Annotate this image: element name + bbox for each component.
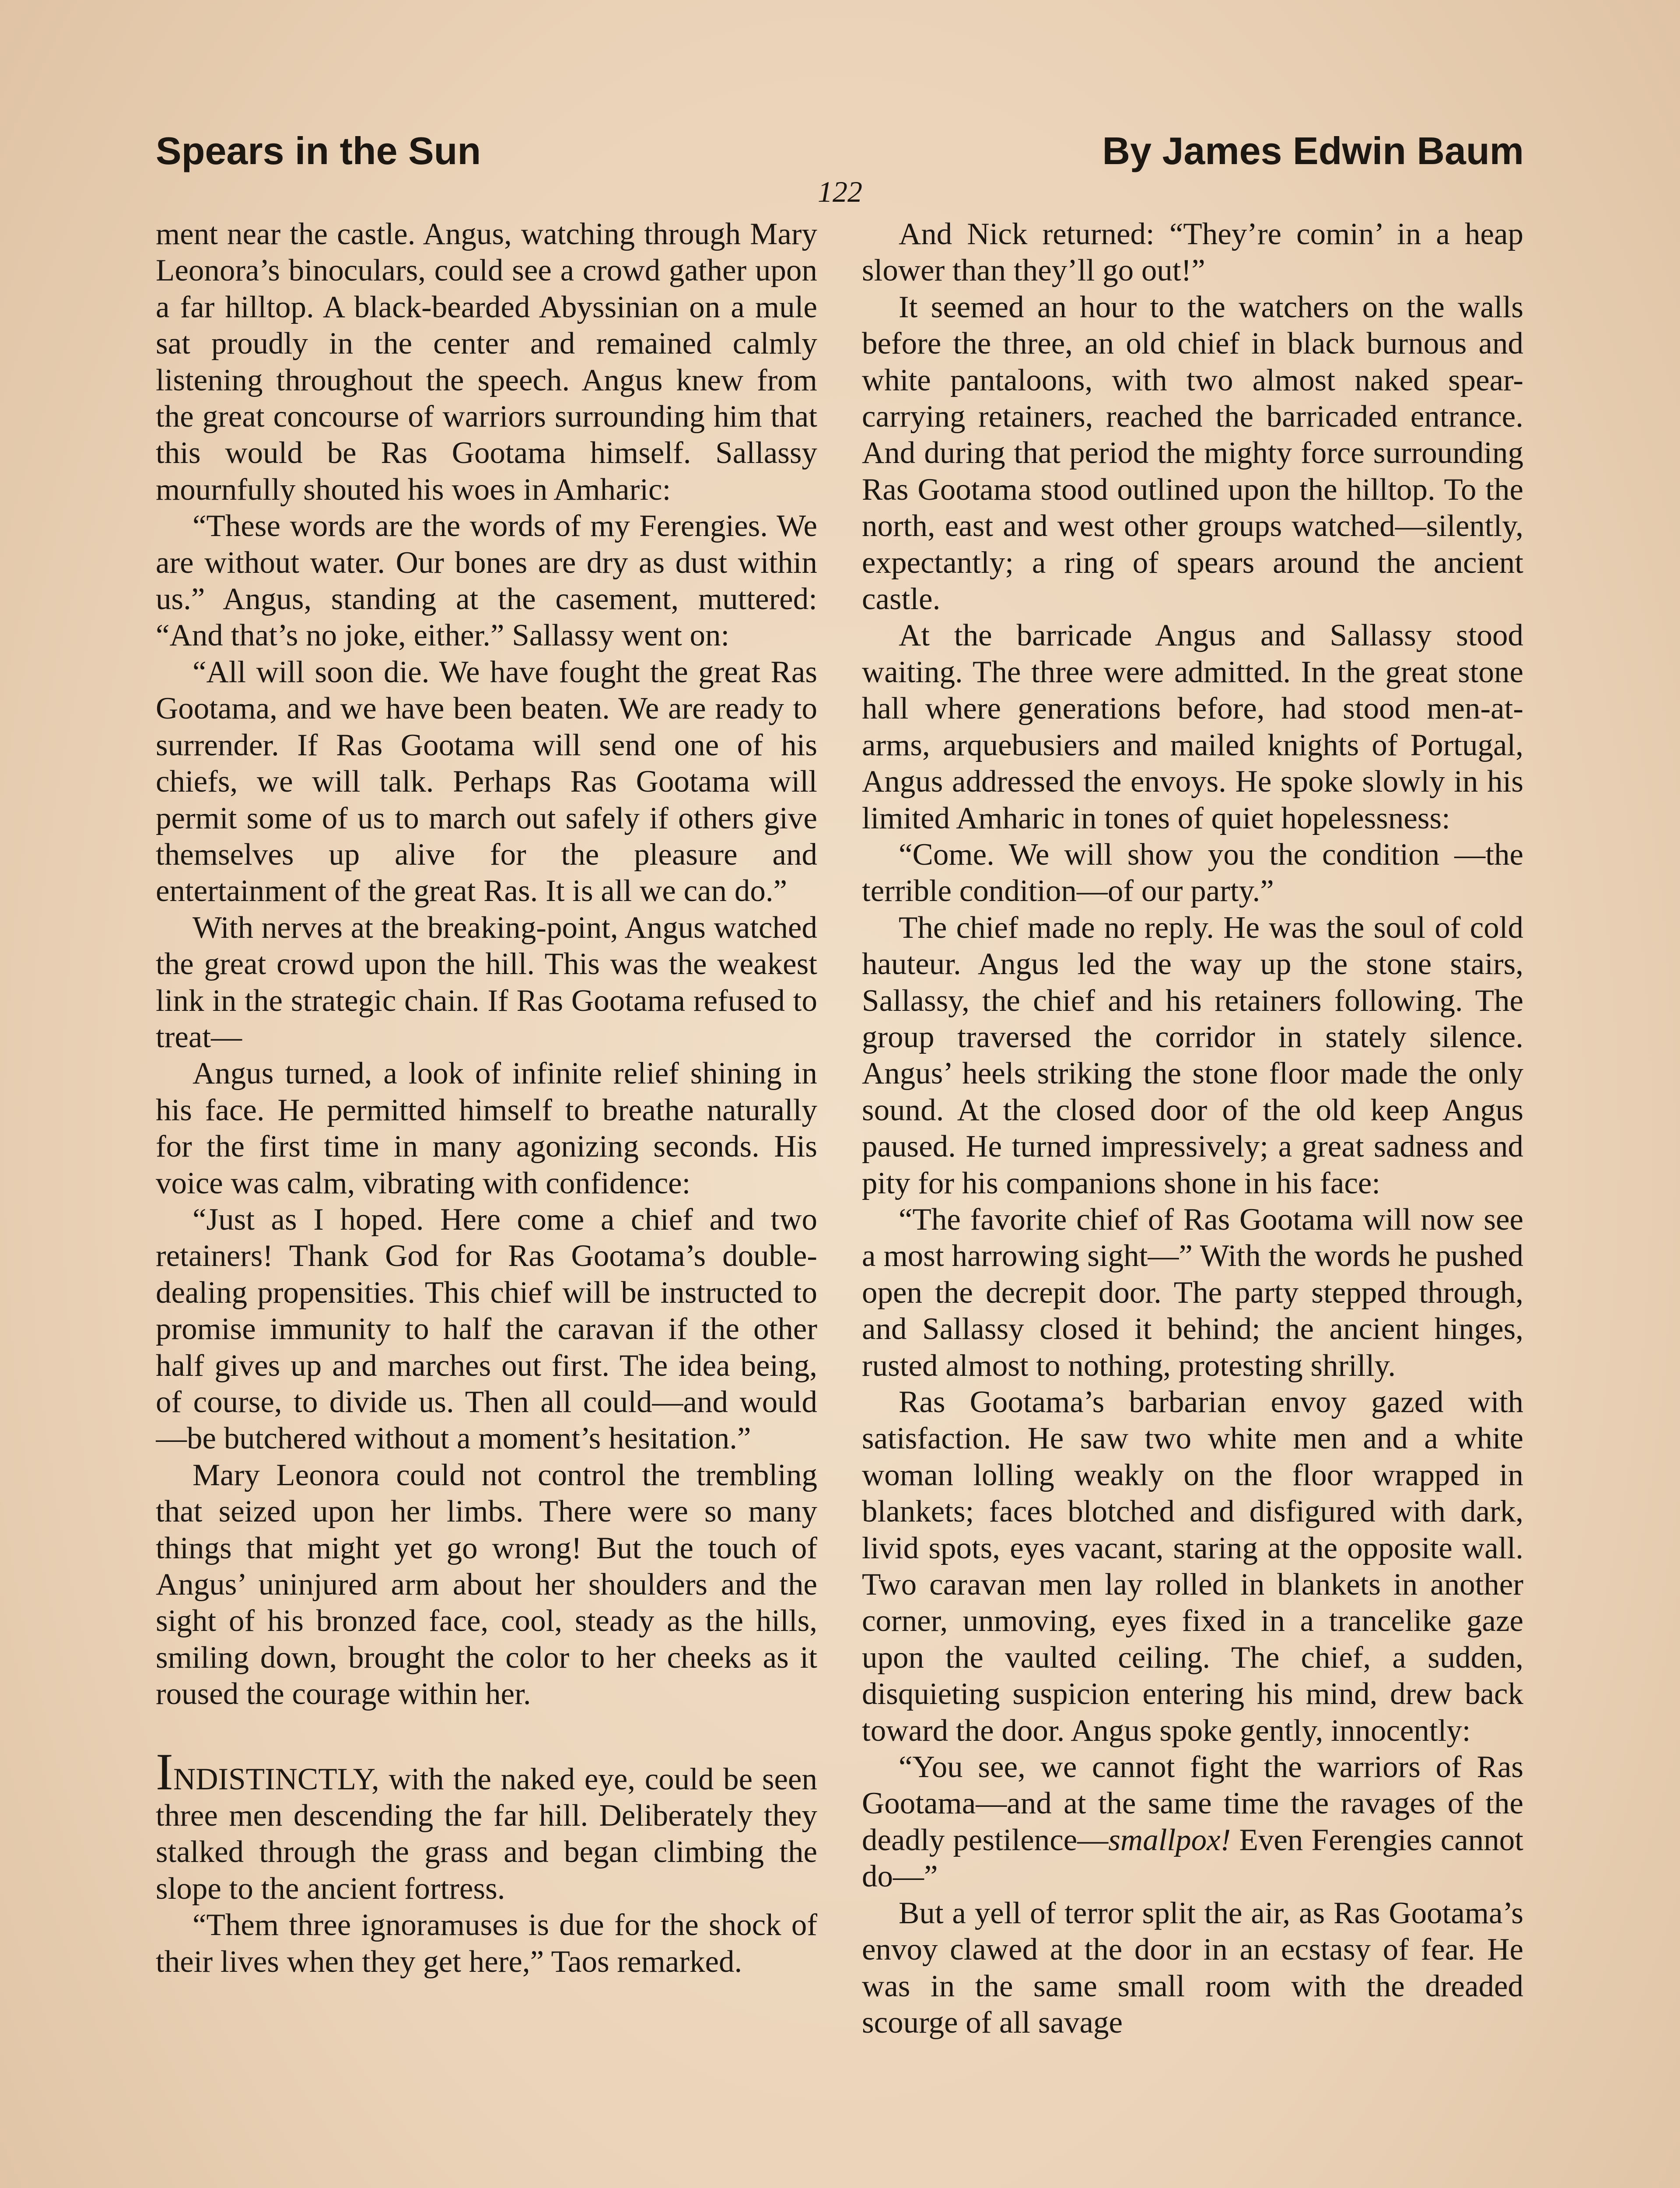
paragraph: And Nick returned: “They’re comin’ in a heap slower than they’ll go out!” — [862, 217, 1523, 288]
paragraph: At the barricade Angus and Sallassy stood waiting. The three were admitted. In the great stone hall where generations before, had stood men-at-arms, arquebusiers and mailed knights of Portugal, Angus addressed the envoys. He spoke slowly in his limited Amharic in tones of quiet hopelessness: — [862, 618, 1523, 835]
paragraph: ment near the castle. Angus, watching through Mary Leonora’s binoculars, could see a crowd gather upon a far hilltop. A black-bearded Abyssinian on a mule sat proudly in the center and remained calmly listening throughout the speech. Angus knew from the great concourse of warriors surrounding him that this would be Ras Gootama himself. Sallassy mournfully shouted his woes in Amharic: — [156, 217, 817, 507]
paragraph: It seemed an hour to the watchers on the walls before the three, an old chief in black burnous and white pantaloons, with two almost naked spear-carrying retainers, reached the barricaded entrance. And during that period the mighty force surrounding Ras Gootama stood outlined upon the hilltop. To the north, east and west other groups watched—silently, expectantly; a ring of spears around the ancient castle. — [862, 290, 1523, 617]
section-opening-text: NDISTINCTLY, with the naked eye, could be seen three men descending the far hill. Deliberately they stalked through the grass and began climbing the slope to the ancient fortress. — [156, 1762, 817, 1906]
paragraph-text: “You see, we cannot fight the warriors of Ras Gootama—and at the same time the ravages of the deadly pestilence— — [862, 1750, 1523, 1857]
drop-cap: I — [156, 1742, 173, 1801]
story-title: Spears in the Sun — [156, 129, 481, 172]
paragraph: “Come. We will show you the condition —the terrible condition—of our party.” — [862, 837, 1523, 908]
paragraph: “Them three ignoramuses is due for the shock of their lives when they get here,” Taos remarked. — [156, 1908, 817, 1979]
paragraph: “All will soon die. We have fought the great Ras Gootama, and we have been beaten. We are ready to surrender. If Ras Gootama will send one of his chiefs, we will talk. Perhaps Ras Gootama will permit some of us to march out safely if others give themselves up alive for the pleasure and entertainment of the great Ras. It is all we can do.” — [156, 655, 817, 908]
paragraph: The chief made no reply. He was the soul of cold hauteur. Angus led the way up the stone stairs, Sallassy, the chief and his retainers following. The group traversed the corridor in stately silence. Angus’ heels striking the stone floor made the only sound. At the closed door of the old keep Angus paused. He turned impressively; a great sadness and pity for his companions shone in his face: — [862, 910, 1523, 1200]
paragraph: With nerves at the breaking-point, Angus watched the great crowd upon the hill. This was the weakest link in the strategic chain. If Ras Gootama refused to treat— — [156, 910, 817, 1054]
paragraph: But a yell of terror split the air, as Ras Gootama’s envoy clawed at the door in an ecstasy of fear. He was in the same small room with the dreaded scourge of all savage — [862, 1896, 1523, 2040]
paragraph-text: Even Ferengies cannot do—” — [862, 1823, 1523, 1894]
italic-word: smallpox! — [1108, 1823, 1231, 1857]
paragraph — [862, 1749, 1523, 1895]
paragraph: Mary Leonora could not control the trembling that seized upon her limbs. There were so many things that might yet go wrong! But the touch of Angus’ uninjured arm about her shoulders and the sight of his bronzed face, cool, steady as the hills, smiling down, brought the color to her cheeks as it roused the courage within her. — [156, 1458, 817, 1711]
paragraph: Ras Gootama’s barbarian envoy gazed with satisfaction. He saw two white men and a white woman lolling weakly on the floor wrapped in blankets; faces blotched and disfigured with dark, livid spots, eyes vacant, staring at the opposite wall. Two caravan men lay rolled in blankets in another corner, unmoving, eyes fixed in a trancelike gaze upon the vaulted ceiling. The chief, a sudden, disquieting suspicion entering his mind, drew back toward the door. Angus spoke gently, innocently: — [862, 1385, 1523, 1748]
author-byline: By James Edwin Baum — [1102, 129, 1524, 172]
paragraph: “These words are the words of my Ferengies. We are without water. Our bones are dry as dust within us.” Angus, standing at the casement, muttered: “And that’s no joke, either.” Sallassy went on: — [156, 509, 817, 653]
page-number: 122 — [818, 175, 862, 208]
paragraph: Angus turned, a look of infinite relief shining in his face. He permitted himself to breathe naturally for the first time in many agonizing seconds. His voice was calm, vibrating with confidence: — [156, 1056, 817, 1200]
right-column — [862, 216, 1523, 2188]
paragraph: “Just as I hoped. Here come a chief and two retainers! Thank God for Ras Gootama’s double-dealing propensities. This chief will be instructed to promise immunity to half the caravan if the other half gives up and marches out first. The idea being, of course, to divide us. Then all could—and would—be butchered without a moment’s hesitation.” — [156, 1202, 817, 1456]
paragraph: “The favorite chief of Ras Gootama will now see a most harrowing sight—” With the words he pushed open the decrepit door. The party stepped through, and Sallassy closed it behind; the ancient hinges, rusted almost to nothing, protesting shrilly. — [862, 1202, 1523, 1383]
section-opening-paragraph — [156, 1742, 817, 1907]
left-column — [156, 216, 817, 2188]
